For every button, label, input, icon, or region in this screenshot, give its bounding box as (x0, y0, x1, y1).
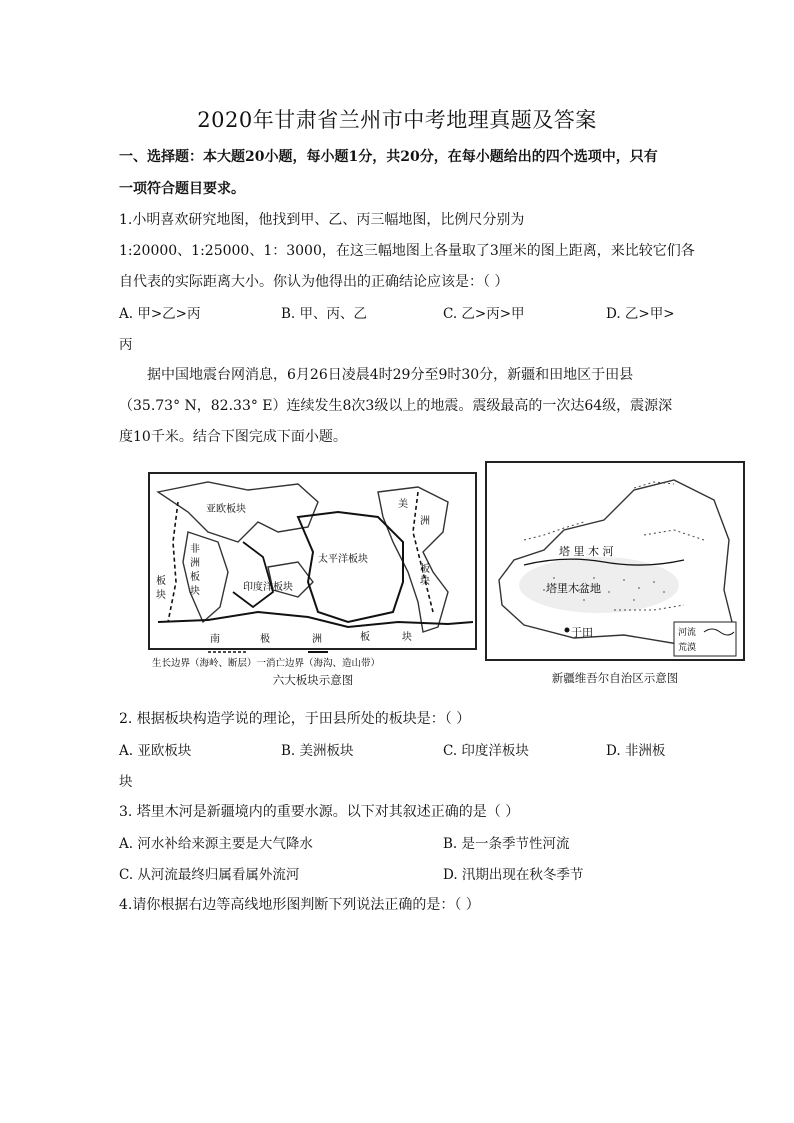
question-1-option-d: D. 乙>甲> (606, 306, 675, 322)
section-heading-line-1: 一、选择题：本大题20小题，每小题1分，共20分，在每小题给出的四个选项中，只有 (119, 149, 658, 165)
label-eurasian-plate: 亚欧板块 (206, 504, 246, 515)
plate-map-figure (148, 472, 478, 692)
page-title: 2020年甘肃省兰州市中考地理真题及答案 (197, 108, 597, 132)
section-heading-line-2: 一项符合题目要求。 (119, 181, 245, 197)
question-2-stem: 2. 根据板块构造学说的理论，于田县所处的板块是：（ ） (119, 711, 471, 727)
label-africa-3: 板 (190, 572, 200, 583)
question-2-option-d: D. 非洲板 (606, 743, 666, 759)
passage-line-1: 据中国地震台网消息，6月26日凌晨4时29分至9时30分，新疆和田地区于田县 (147, 367, 634, 383)
label-america-1: 美 (398, 499, 408, 510)
label-antarctic-5: 块 (402, 632, 412, 643)
question-2-option-c: C. 印度洋板块 (443, 743, 529, 759)
question-2-option-b: B. 美洲板块 (281, 743, 354, 759)
label-plate-side-2: 块 (156, 590, 166, 601)
label-america-3: 板 (420, 564, 430, 575)
question-4-stem: 4.请你根据右边等高线地形图判断下列说法正确的是：（ ） (119, 897, 480, 913)
label-antarctic-4: 板 (360, 632, 370, 643)
label-africa-2: 洲 (190, 558, 200, 569)
label-antarctic-1: 南 (210, 634, 220, 645)
question-2-option-d-wrap: 块 (119, 774, 133, 790)
label-yutian: 于田 (571, 626, 593, 639)
question-3-option-a: A. 河水补给来源主要是大气降水 (119, 836, 313, 852)
label-antarctic-3: 洲 (312, 634, 322, 645)
label-antarctic-2: 极 (260, 634, 270, 645)
label-plate-side-1: 板 (156, 576, 166, 587)
label-tarim-river: 塔 里 木 河 (559, 545, 614, 558)
legend-river: 河流 (678, 628, 697, 638)
question-1-line-2: 1:20000、1:25000、1：3000，在这三幅地图上各量取了3厘米的图上距离，来比较它们各 (119, 243, 695, 259)
label-africa-1: 非 (190, 544, 200, 555)
xinjiang-map-caption: 新疆维吾尔自治区示意图 (551, 671, 679, 685)
question-3-option-c: C. 从河流最终归属看属外流河 (119, 867, 300, 883)
question-1-option-c: C. 乙>丙>甲 (443, 306, 525, 322)
question-2-option-a: A. 亚欧板块 (119, 743, 192, 759)
label-tarim-basin: 塔里木盆地 (546, 582, 601, 595)
label-indian-plate: 印度洋板块 (243, 582, 293, 593)
passage-line-3: 度10千米。结合下图完成下面小题。 (119, 429, 347, 445)
label-america-4: 块 (420, 576, 430, 587)
question-1-line-3: 自代表的实际距离大小。你认为他得出的正确结论应该是：（ ） (119, 274, 509, 290)
question-1-option-b: B. 甲、丙、乙 (281, 306, 368, 322)
legend-desert: 荒漠 (678, 643, 697, 653)
label-pacific-plate: 太平洋板块 (318, 554, 368, 565)
plate-map (148, 472, 478, 672)
plate-map-caption: 六大板块示意图 (272, 673, 354, 687)
question-1-option-d-wrap: 丙 (119, 337, 133, 353)
xinjiang-map (484, 460, 746, 665)
question-3-option-d: D. 汛期出现在秋冬季节 (443, 867, 584, 883)
question-1-line-1: 1.小明喜欢研究地图，他找到甲、乙、丙三幅地图，比例尺分别为 (119, 212, 525, 228)
xinjiang-map-figure (484, 460, 746, 692)
question-1-option-a: A. 甲>乙>丙 (119, 306, 201, 322)
label-africa-4: 块 (190, 586, 200, 597)
passage-line-2: （35.73° N，82.33° E）连续发生8次3级以上的地震。震级最高的一次达64级，震源深 (119, 398, 673, 414)
question-3-stem: 3. 塔里木河是新疆境内的重要水源。以下对其叙述正确的是（ ） (119, 804, 520, 820)
plate-map-legend: 生长边界（海岭、断层）一消亡边界（海沟、造山带） (152, 658, 381, 669)
question-3-option-b: B. 是一条季节性河流 (443, 836, 570, 852)
label-america-2: 洲 (420, 516, 430, 527)
